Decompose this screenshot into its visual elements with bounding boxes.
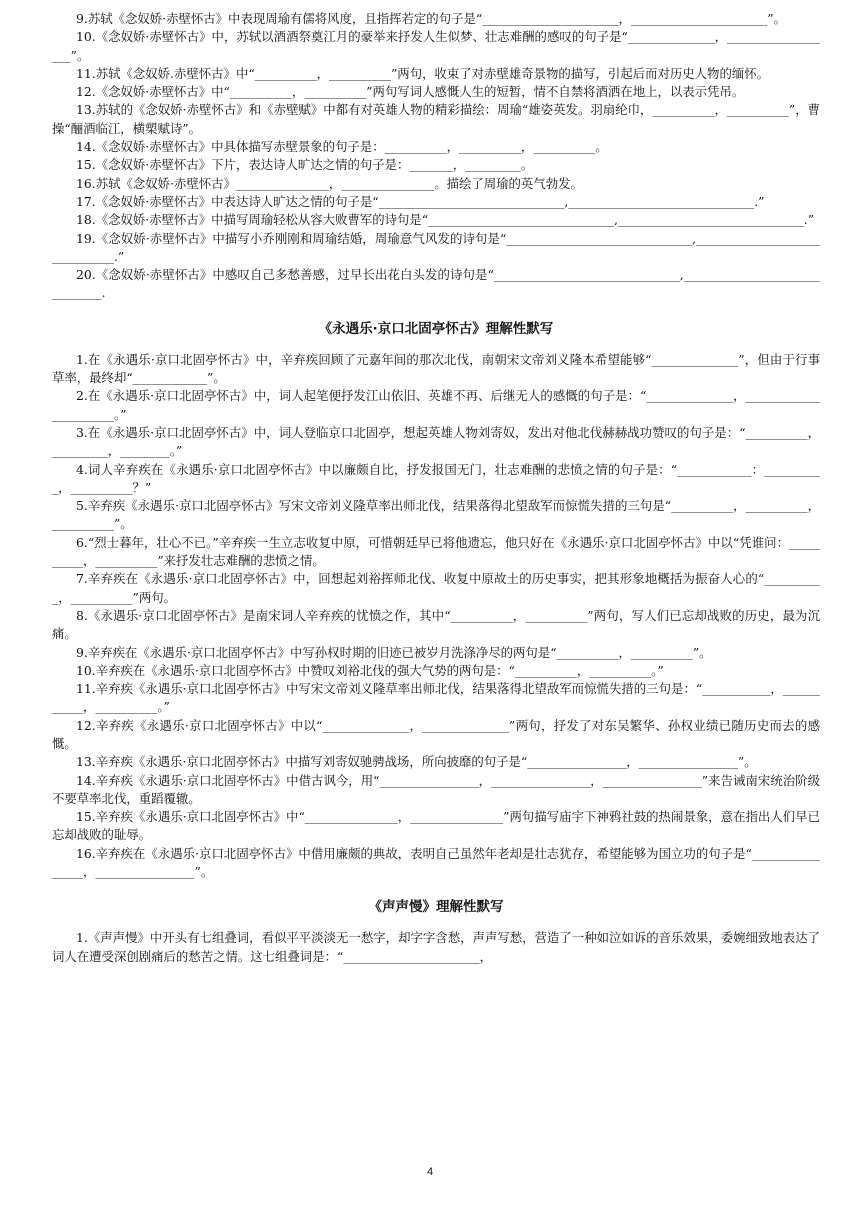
question-1: 1.在《永遇乐·京口北固亭怀古》中，辛弃疾回顾了元嘉年间的那次北伐，南朝宋文帝刘义隆本希望能够“______________”，但由于行事草率，最终却“____________”。 (52, 351, 820, 386)
question-2: 2.在《永遇乐·京口北固亭怀古》中，词人起笔便抒发江山依旧、英雄不再、后继无人的感慨的句子是：“______________，______________________。” (52, 388, 820, 422)
question-15: 15.《念奴娇·赤壁怀古》下片，表达诗人旷达之情的句子是：_______，_________。 (76, 157, 534, 173)
question-10: 10.辛弃疾在《永遇乐·京口北固亭怀古》中赞叹刘裕北伐的强大气势的两句是：“__________，__________。” (76, 662, 664, 678)
question-17: 17.《念奴娇·赤壁怀古》中表达诗人旷达之情的句子是“______________________________,______________________________.” (76, 193, 765, 209)
question-15: 15.辛弃疾《永遇乐·京口北固亭怀古》中“_______________，_______________”两句描写庙宇下神鸦社鼓的热闹景象，意在指出人们早已忘却战败的耻辱。 (52, 809, 820, 843)
section-heading-yongyule: 《永遇乐·京口北固亭怀古》理解性默写 (318, 320, 554, 337)
question-7: 7.辛弃疾在《永遇乐·京口北固亭怀古》中，回想起刘裕挥师北伐、收复中原故土的历史事实，把其形象地概括为振奋人心的“__________，__________”两句。 (52, 571, 820, 605)
question-16: 16.辛弃疾在《永遇乐·京口北固亭怀古》中借用廉颇的典故，表明自己虽然年老却是壮志犹存，希望能够为国立功的句子是“________________，________________”。 (52, 845, 820, 880)
question-8: 8.《永遇乐·京口北固亭怀古》是南宋词人辛弃疾的忧愤之作，其中“__________，__________”两句，写人们已忘却战败的历史，最为沉痛。 (52, 607, 820, 642)
question-19: 19.《念奴娇·赤壁怀古》中描写小乔刚刚和周瑜结婚，周瑜意气风发的诗句是“______________________________,______________________________.” (52, 230, 820, 264)
question-9: 9.辛弃疾在《永遇乐·京口北固亭怀古》中写孙权时期的旧迹已被岁月洗涤净尽的两句是“__________，__________”。 (76, 644, 712, 660)
question-9: 9.苏轼《念奴娇·赤壁怀古》中表现周瑜有儒将风度，且指挥若定的句子是“______________________，______________________”。 (76, 11, 786, 26)
document-page (52, 10, 820, 966)
question-12: 12.辛弃疾《永遇乐·京口北固亭怀古》中以“______________，______________”两句，抒发了对东吴繁华、孙权业绩已随历史而去的感慨。 (52, 717, 820, 751)
question-10: 10.《念奴娇·赤壁怀古》中，苏轼以酒酒祭奠江月的豪举来抒发人生似梦、壮志难酬的感叹的句子是“______________，__________________”。 (52, 29, 820, 63)
question-3: 3.在《永遇乐·京口北固亭怀古》中，词人登临京口北固亭，想起英雄人物刘寄奴，发出对他北伐赫赫战功赞叹的句子是：“__________，_________，________。” (52, 424, 820, 459)
question-20: 20.《念奴娇·赤壁怀古》中感叹自己多愁善感，过早长出花白头发的诗句是“______________________________,______________________________. (52, 267, 820, 301)
question-1: 1.《声声慢》中开头有七组叠词，看似平平淡淡无一愁字，却字字含愁，声声写愁，营造了一种如泣如诉的音乐效果，委婉细致地表达了词人在遭受深创剧痛后的愁苦之情。这七组叠词是：“______________________， (52, 930, 820, 964)
page-number: 4 (426, 1166, 434, 1178)
section-heading-shengshengman: 《声声慢》理解性默写 (368, 899, 504, 916)
question-11: 11.苏轼《念奴娇.赤壁怀古》中“__________，__________”两句，收束了对赤壁雄奇景物的描写，引起后而对历史人物的缅怀。 (76, 65, 770, 81)
section-nianjiao (52, 10, 820, 303)
section-yongyule (52, 351, 820, 882)
question-13: 13.辛弃疾《永遇乐·京口北固亭怀古》中描写刘寄奴驰骋战场，所向披靡的句子是“________________，________________”。 (76, 754, 757, 770)
question-11: 11.辛弃疾《永遇乐·京口北固亭怀古》中写宋文帝刘义隆草率出师北伐，结果落得北望敌军而惊慌失措的三句是：“___________，___________，__________。” (52, 681, 820, 715)
question-13: 13.苏轼的《念奴娇·赤壁怀古》和《赤壁赋》中都有对英雄人物的精彩描绘：周瑜“雄姿英发。羽扇纶巾，__________，__________”，曹操“酾酒临江，横槊赋诗”。 (52, 102, 820, 136)
question-4: 4.词人辛弃疾在《永遇乐·京口北固亭怀古》中以廉颇自比，抒发报国无门，壮志难酬的悲愤之情的句子是：“____________：__________，__________？” (52, 461, 820, 495)
question-14: 14.辛弃疾《永遇乐·京口北固亭怀古》中借古讽今，用“________________，________________，________________”来告诫南宋统治阶级不要草率北伐，重蹈覆辙。 (52, 772, 820, 806)
question-5: 5.辛弃疾《永遇乐·京口北固亭怀古》写宋文帝刘义隆草率出师北伐，结果落得北望敌军而惊慌失措的三句是“__________，__________，__________”。 (52, 498, 820, 532)
question-16: 16.苏轼《念奴娇·赤壁怀古》_______________，_______________。描绘了周瑜的英气勃发。 (76, 175, 583, 191)
question-12: 12.《念奴娇·赤壁怀古》中“__________，__________”两句写词人感慨人生的短暂，情不自禁将酒洒在地上，以表示凭吊。 (76, 84, 745, 100)
question-6: 6.“烈士暮年，壮心不已。”辛弃疾一生立志收复中原，可惜朝廷早已将他遗忘，他只好在《永遇乐·京口北固亭怀古》中以“凭谁问：__________，__________”来抒发壮志难酬的悲愤之情。 (52, 534, 820, 569)
section-shengshengman (52, 929, 820, 966)
question-14: 14.《念奴娇·赤壁怀古》中具体描写赤壁景象的句子是：__________，__________，__________。 (76, 139, 608, 155)
question-18: 18.《念奴娇·赤壁怀古》中描写周瑜轻松从容大败曹军的诗句是“______________________________,______________________________.” (76, 212, 815, 228)
